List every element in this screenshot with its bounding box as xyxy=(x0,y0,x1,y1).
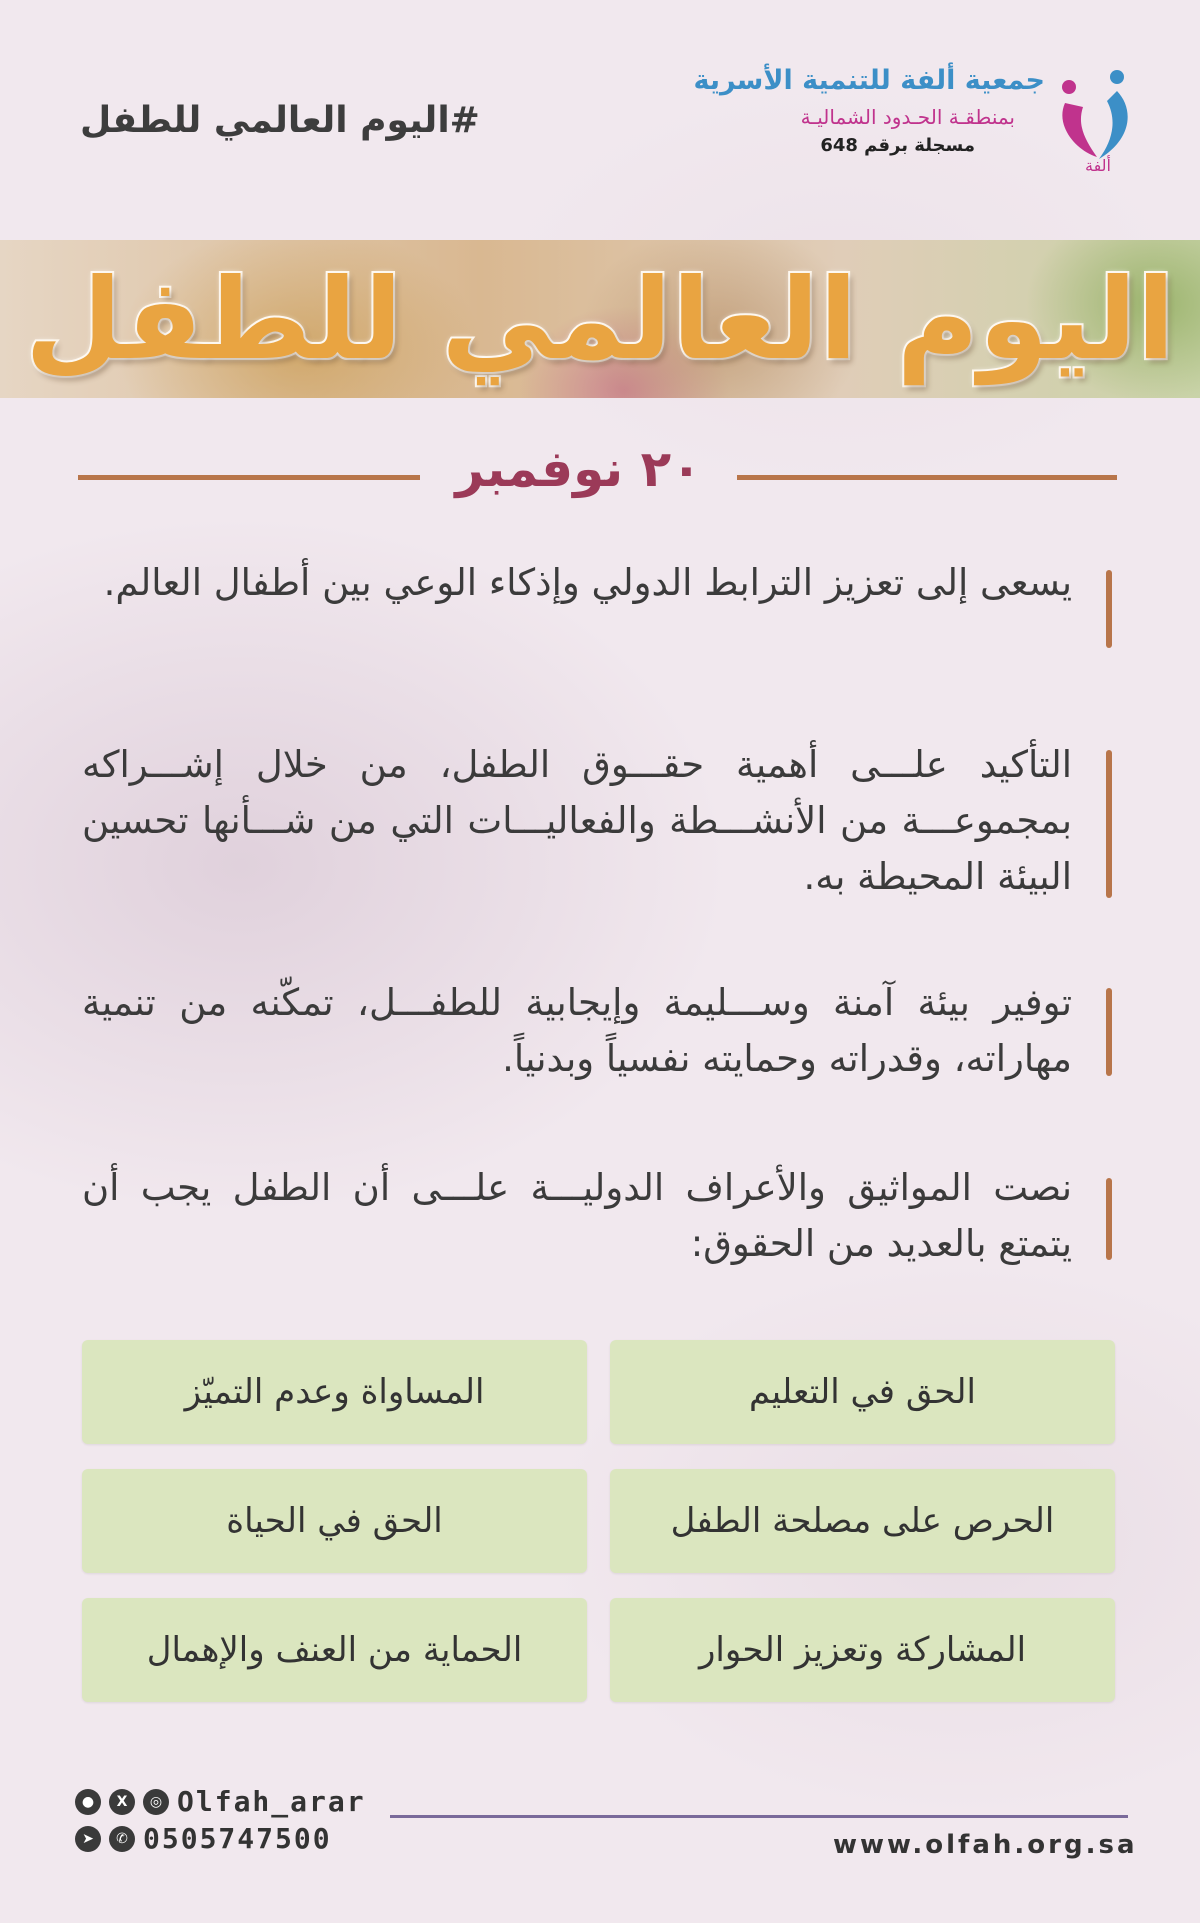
hashtag-title: #اليوم العالمي للطفل xyxy=(80,100,480,141)
banner xyxy=(0,240,1200,398)
paragraph-accent-bar xyxy=(1106,750,1112,898)
date-label: ٢٠ نوفمبر xyxy=(455,440,702,498)
divider-left xyxy=(78,475,420,480)
organization-logo-block xyxy=(693,65,1140,180)
right-item-education: الحق في التعليم xyxy=(610,1340,1115,1444)
divider-right xyxy=(737,475,1117,480)
footer-divider xyxy=(390,1815,1128,1818)
phone-row xyxy=(75,1822,332,1855)
social-handle[interactable]: Olfah_arar xyxy=(177,1785,366,1818)
telegram-icon[interactable]: ➤ xyxy=(75,1826,101,1852)
right-item-participation: المشاركة وتعزيز الحوار xyxy=(610,1598,1115,1702)
phone-number[interactable]: 0505747500 xyxy=(143,1822,332,1855)
banner-title: اليوم العالمي للطفل xyxy=(24,255,1176,385)
paragraph-accent-bar xyxy=(1106,570,1112,648)
paragraph-3: توفير بيئة آمنة وســـليمة وإيجابية للطفـــل، تمكّنه من تنمية مهاراته، وقدراته وحمايته نفسياً وبدنياً. xyxy=(82,981,1072,1080)
snapchat-icon[interactable]: ● xyxy=(75,1789,101,1815)
paragraph-1: يسعى إلى تعزيز الترابط الدولي وإذكاء الوعي بين أطفال العالم. xyxy=(103,561,1072,604)
olfah-logo-icon xyxy=(1055,65,1140,175)
org-name: جمعية ألفة للتنمية الأسرية xyxy=(693,65,1045,96)
social-handle-row xyxy=(75,1785,366,1818)
logo-caption: ألفة xyxy=(1085,156,1111,175)
org-registration: مسجلة برقم 648 xyxy=(820,135,975,156)
paragraph-4: نصت المواثيق والأعراف الدوليـــة علـــى أن الطفل يجب أن يتمتع بالعديد من الحقوق: xyxy=(82,1166,1072,1265)
right-item-protection: الحماية من العنف والإهمال xyxy=(82,1598,587,1702)
paragraph-accent-bar xyxy=(1106,988,1112,1076)
right-item-life: الحق في الحياة xyxy=(82,1469,587,1573)
paragraph-2: التأكيد علـــى أهمية حقـــوق الطفل، من خلال إشـــراكه بمجموعـــة من الأنشـــطة والفعاليـــات التي من شـــأنها تحسين البيئة المحيطة به. xyxy=(82,743,1072,898)
whatsapp-icon[interactable]: ✆ xyxy=(109,1826,135,1852)
instagram-icon[interactable]: ◎ xyxy=(143,1789,169,1815)
paragraph-accent-bar xyxy=(1106,1178,1112,1260)
right-item-equality: المساواة وعدم التميّز xyxy=(82,1340,587,1444)
x-icon[interactable]: X xyxy=(109,1789,135,1815)
right-item-child-interest: الحرص على مصلحة الطفل xyxy=(610,1469,1115,1573)
org-region: بمنطقـة الحـدود الشماليـة xyxy=(800,105,1015,129)
website-link[interactable]: www.olfah.org.sa xyxy=(833,1830,1138,1860)
